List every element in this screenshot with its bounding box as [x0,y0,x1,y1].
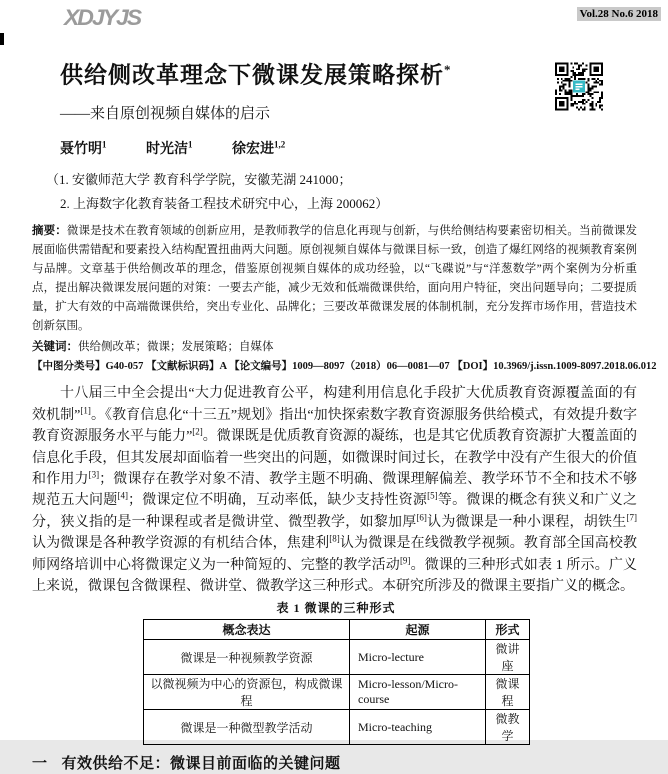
cell-origin: Micro-teaching [350,710,486,745]
keywords-label: 关键词： [32,341,78,354]
journal-logo: XDJYJS [64,5,141,30]
keywords [32,338,637,357]
affiliations [46,168,637,216]
cell-concept: 微课是一种视频教学资源 [144,640,350,675]
author [232,139,286,158]
article-content [32,0,657,774]
keywords-text: 供给侧改革；微课；发展策略；自媒体 [78,341,274,354]
cell-form: 微课程 [486,675,530,710]
issue-label: Vol.28 No.6 2018 [577,7,661,21]
body-paragraph: 十八届三中全会提出“大力促进教育公平，构建利用信息化手段扩大优质教育资源覆盖面的有效机制”[1]。《教育信息化“十三五”规划》指出“加快探索数字教育资源服务供给模式，有效提升数字教育资源服务水平与能力”[2]。微课既是优质教育资源的凝练，也是其它优质教育资源扩大覆盖面的信息化手段，但其发展却面临着一些突出的问题，如微课时间过长，在教学中没有产生很大的价值和作用力[3]；微课存在教学对象不清、教学主题不明确、微课理解偏差、教学环节不全和技术不够规范五大问题[4]；微课定位不明确，互动率低，缺少支持性资源[5]等。微课的概念有狭义和广义之分，狭义指的是一种课程或者是微讲堂、微型教学，如黎加厚[6]认为微课是一种小课程，胡铁生[7]认为微课是各种教学资源的有机结合体，焦建利[8]认为微课是在线微教学视频。教育部全国高校教师网络培训中心将微课定义为一种简短的、完整的教学活动[9]。微课的三种形式如表 1 所示。广义上来说，微课包含微课程、微讲堂、微教学这三种形式。本研究所涉及的微课主要指广义的概念。 [32,386,638,594]
micro-lecture-forms-table [143,619,530,745]
author-affil-sup: 1,2 [274,139,286,150]
author-affil-sup: 1 [188,139,193,150]
cell-form: 微讲座 [486,640,530,675]
scan-edge-mark [0,33,4,45]
author-name: 聂竹明 [60,142,102,158]
classification-doi-line: 【中图分类号】G40-057 【文献标识码】A 【论文编号】1009—8097（2018）06—0081—07 【DOI】10.3969/j.issn.1009-8097.2018.06.012 [32,361,657,373]
section-number: 一 [32,755,48,773]
author [146,139,193,158]
col-header-origin: 起源 [350,620,486,640]
section-title: 有效供给不足：微课目前面临的关键问题 [61,755,341,773]
article-title [60,56,637,90]
table-caption: 表 1 微课的三种形式 [276,601,396,616]
col-header-concept: 概念表达 [144,620,350,640]
table-row [144,640,530,675]
article-title-text: 供给侧改革理念下微课发展策略探析 [60,62,444,88]
cell-concept: 以微视频为中心的资源包，构成微课程 [144,675,350,710]
title-footnote-mark: * [444,62,452,77]
abstract-text: 微课是技术在教育领域的创新应用，是教师教学的信息化再现与创新，与供给侧结构要素密切相关。当前微课发展面临供需错配和要素投入结构配置扭曲两大问题。原创视频自媒体与微课目标一致，创造了爆红网络的视频教育案例与品牌。文章基于供给侧改革的理念，借鉴原创视频自媒体的成功经验，以“飞碟说”与“洋葱数学”两个案例为分析重点，提出解决微课发展问题的对策：一要去产能，减少无效和低端微课供给，面向用户特征，突出问题导向；二要提质量，扩大有效的中高端微课供给，突出专业化、品牌化；三要改革微课发展的体制机制，充分发挥市场作用，营造技术创新氛围。 [32,225,638,333]
table-header-row [144,620,530,640]
author-affil-sup: 1 [102,139,107,150]
affiliation-line: 2. 上海数字化教育装备工程技术研究中心，上海 200062） [60,196,389,212]
abstract-label: 摘要： [32,225,67,238]
section-1-heading [32,754,637,774]
col-header-form: 形式 [486,620,530,640]
author-name: 徐宏进 [232,142,274,158]
author-name: 时光洁 [146,142,188,158]
cell-concept: 微课是一种微型教学活动 [144,710,350,745]
author [60,139,107,158]
cell-origin: Micro-lesson/Micro-course [350,675,486,710]
article-subtitle: ——来自原创视频自媒体的启示 [60,105,271,122]
abstract [32,222,637,336]
table-row [144,710,530,745]
cell-origin: Micro-lecture [350,640,486,675]
table-row [144,675,530,710]
cell-form: 微教学 [486,710,530,745]
table-1-block [143,599,529,745]
author-line [60,136,637,160]
affiliation-line: （1. 安徽师范大学 教育科学学院，安徽芜湖 241000； [46,172,352,188]
